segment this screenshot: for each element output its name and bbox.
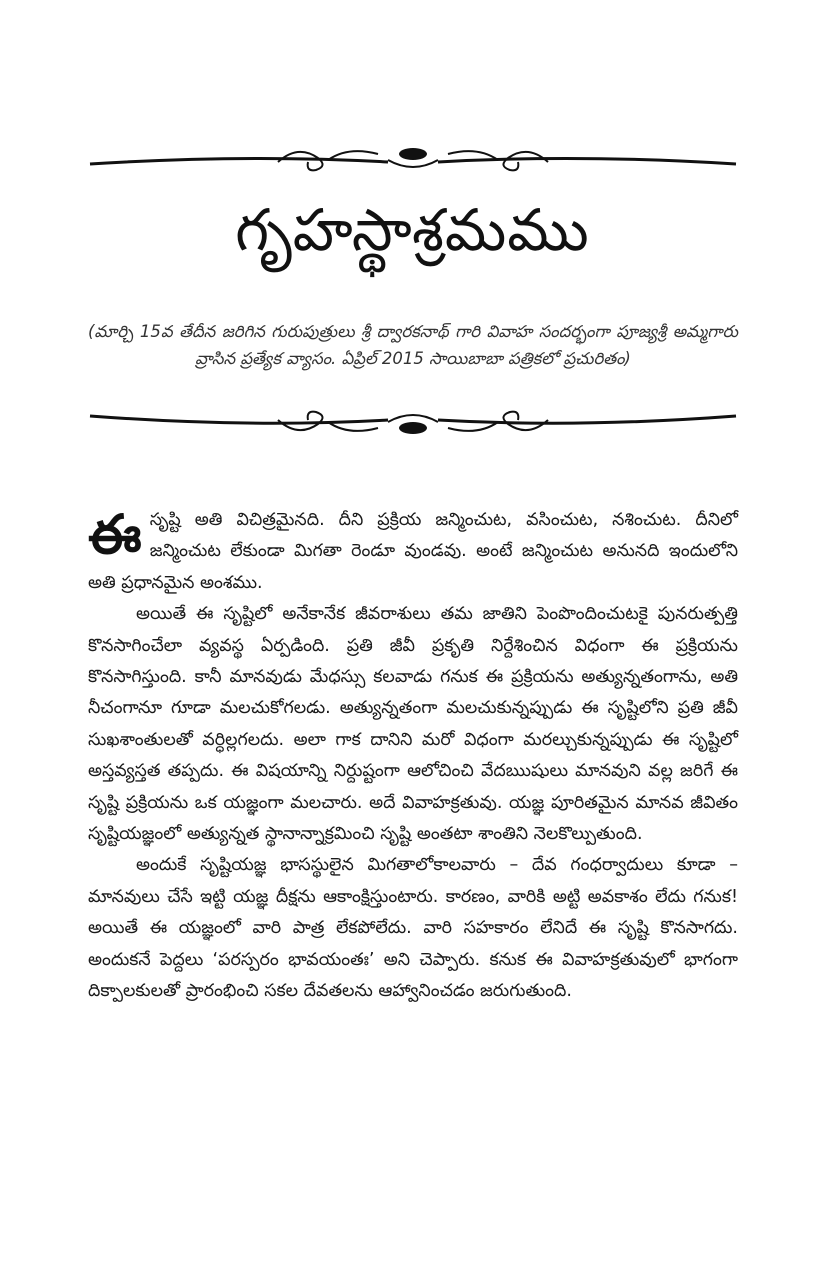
article-body xyxy=(88,505,738,1008)
page-title: గృహస్థాశ్రమము xyxy=(235,196,590,264)
article-subtitle: (మార్చి 15వ తేదీన జరిగిన గురుపుత్రులు శ్రీ ద్వారకనాథ్ గారి వివాహ సందర్భంగా పూజ్యశ్రీ అమ్మగారు వ్రాసిన ప్రత్యేక వ్యాసం. ఏప్రిల్ 2015 సాయిబాబా పత్రికలో ప్రచురితం) xyxy=(88,322,738,368)
paragraph-2: అయితే ఈ సృష్టిలో అనేకానేక జీవరాశులు తమ జాతిని పెంపొందించుటకై పునరుత్పత్తి కొనసాగించేలా వ్యవస్థ ఏర్పడింది. ప్రతి జీవీ ప్రకృతి నిర్దేశించిన విధంగా ఈ ప్రక్రియను కొనసాగిస్తుంది. కానీ మానవుడు మేధస్సు కలవాడు గనుక ఈ ప్రక్రియను అత్యున్నతంగాను, అతి నీచంగానూ గూడా మలచుకోగలడు. అత్యున్నతంగా మలచుకున్నప్పుడు ఈ సృష్టిలోని ప్రతి జీవీ సుఖశాంతులతో వర్ధిల్లగలదు. అలా గాక దానిని మరో విధంగా మరల్చుకున్నప్పుడు ఈ సృష్టిలో అస్తవ్యస్తత తప్పదు. ఈ విషయాన్ని నిర్దుష్టంగా ఆలోచించి వేదఋషులు మానవుని వల్ల జరిగే ఈ సృష్టి ప్రక్రియను ఒక యజ్ఞంగా మలచారు. అదే వివాహక్రతువు. యజ్ఞ పూరితమైన మానవ జీవితం సృష్టియజ్ఞంలో అత్యున్నత స్థానాన్నాక్రమించి సృష్టి అంతటా శాంతిని నెలకొల్పుతుంది. xyxy=(88,604,738,845)
bottom-ornament-divider xyxy=(88,402,738,442)
drop-cap: ఈ xyxy=(88,503,142,566)
top-ornament-divider xyxy=(88,140,738,180)
paragraph-1-text: సృష్టి అతి విచిత్రమైనది. దీని ప్రక్రియ జన్మించుట, వసించుట, నశించుట. దీనిలో జన్మించుట లేకుండా మిగతా రెండూ వుండవు. అంటే జన్మించుట అనునది ఇందులోని అతి ప్రధానమైన అంశము. xyxy=(88,510,738,593)
paragraph-1 xyxy=(88,505,738,599)
paragraph-3: అందుకే సృష్టియజ్ఞ భాసస్థులైన మిగతాలోకాలవారు – దేవ గంధర్వాదులు కూడా – మానవులు చేసే ఇట్టి యజ్ఞ దీక్షను ఆకాంక్షిస్తుంటారు. కారణం, వారికి అట్టి అవకాశం లేదు గనుక! అయితే ఈ యజ్ఞంలో వారి పాత్ర లేకపోలేదు. వారి సహకారం లేనిదే ఈ సృష్టి కొనసాగదు. అందుకనే పెద్దలు ‘పరస్పరం భావయంతః’ అని చెప్పారు. కనుక ఈ వివాహక్రతువులో భాగంగా దిక్పాలకులతో ప్రారంభించి సకల దేవతలను ఆహ్వానించడం జరుగుతుంది. xyxy=(88,855,738,1002)
